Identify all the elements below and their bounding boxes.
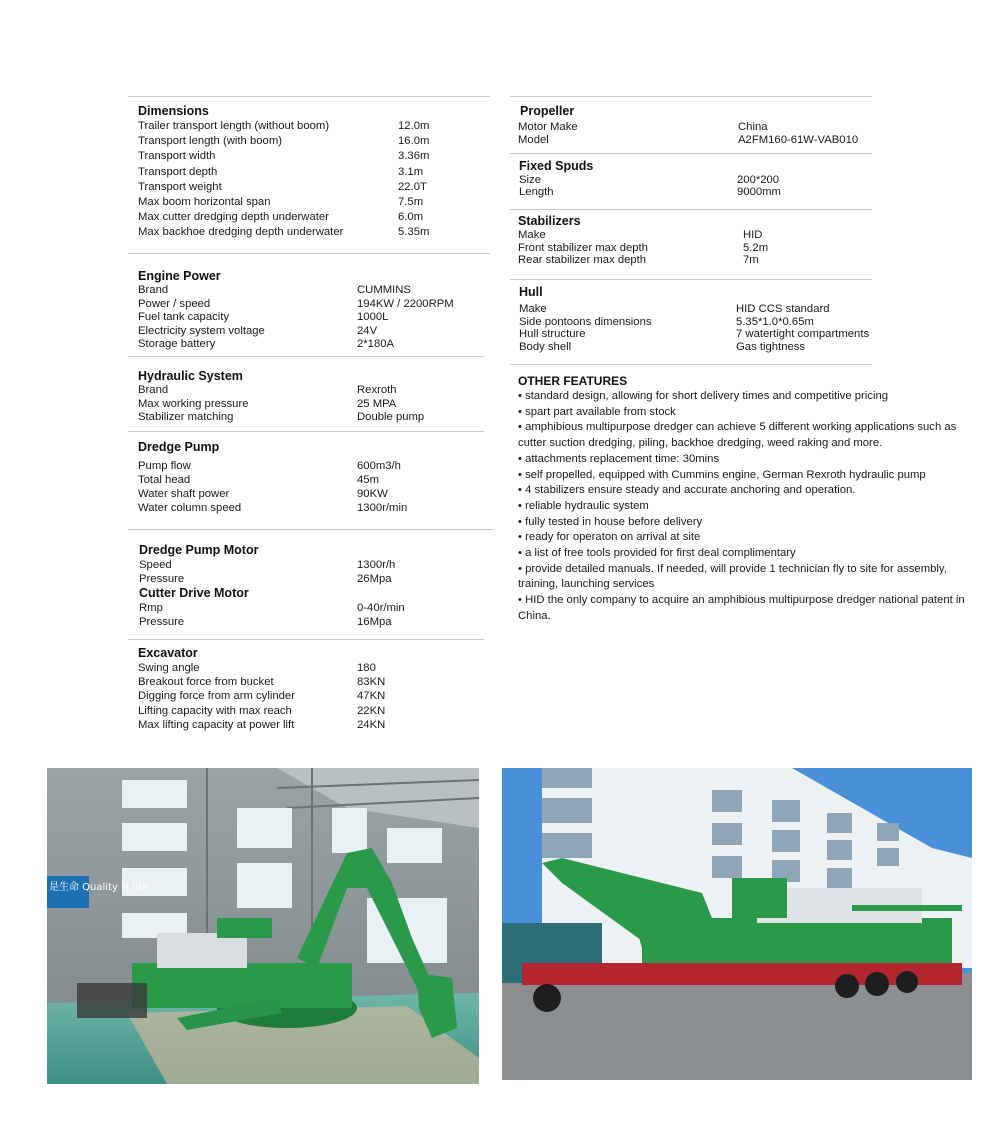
spec-row <box>138 165 488 180</box>
spec-row <box>138 149 488 164</box>
spec-label: Size <box>519 174 541 186</box>
dredger-factory-image <box>47 768 479 1084</box>
spec-label: Pressure <box>139 616 185 628</box>
spec-value: 1300r/min <box>357 502 408 514</box>
spec-value: 0-40r/min <box>357 602 405 614</box>
factory-photo <box>47 768 479 1084</box>
spec-row <box>139 558 489 572</box>
spec-label: Power / speed <box>138 297 211 310</box>
spec-value: 180 <box>357 662 376 674</box>
stabilizers-section <box>518 214 868 267</box>
divider <box>128 639 484 640</box>
spec-row <box>519 328 869 341</box>
spec-row <box>138 718 488 732</box>
feature-item: • HID the only company to acquire an amphibious multipurpose dredger national patent in China. <box>518 594 965 622</box>
feature-item: • a list of free tools provided for first deal complimentary <box>518 547 796 560</box>
spec-row <box>138 398 488 412</box>
divider <box>510 153 872 154</box>
feature-item: • fully tested in house before delivery <box>518 515 703 528</box>
spec-value: 16Mpa <box>357 616 392 628</box>
spec-value: 194KW / 2200RPM <box>357 297 454 310</box>
spec-row <box>138 487 488 501</box>
spec-label: Body shell <box>519 340 572 353</box>
pump-section <box>138 440 488 515</box>
divider <box>510 96 872 97</box>
spec-label: Trailer transport length (without boom) <box>138 120 330 132</box>
spec-row <box>138 411 488 425</box>
dimensions-title: Dimensions <box>138 104 209 118</box>
feature-item: • standard design, allowing for short delivery times and competitive pricing <box>518 390 889 402</box>
spec-row <box>138 473 488 487</box>
hydraulic-section <box>138 369 488 425</box>
spec-label: Digging force from arm cylinder <box>138 690 295 703</box>
spec-value: 47KN <box>357 690 386 703</box>
spec-row <box>520 134 870 147</box>
spec-value: 5.2m <box>743 241 769 254</box>
spec-value: 1000L <box>357 311 389 323</box>
spec-row <box>519 174 869 186</box>
spec-value: 7 watertight compartments <box>736 328 870 341</box>
spec-row <box>138 225 488 240</box>
divider <box>128 529 494 530</box>
spec-value: 9000mm <box>737 186 781 198</box>
spec-label: Rear stabilizer max depth <box>518 254 647 266</box>
hull-section <box>519 285 869 353</box>
spec-label: Front stabilizer max depth <box>518 241 648 254</box>
feature-item: • ready for operaton on arrival at site <box>518 531 701 544</box>
propeller-title: Propeller <box>520 104 575 118</box>
spec-row <box>138 195 488 210</box>
propeller-section <box>520 104 870 147</box>
feature-item: • reliable hydraulic system <box>518 499 649 512</box>
spec-label: Speed <box>139 559 172 571</box>
spec-value: 25 MPA <box>357 397 397 410</box>
spec-label: Pressure <box>139 573 185 585</box>
spec-value: 6.0m <box>398 211 424 224</box>
stabilizers-rows <box>518 229 868 267</box>
divider <box>128 431 484 432</box>
spec-value: 5.35*1.0*0.65m <box>736 315 814 328</box>
spec-row <box>138 180 488 195</box>
divider <box>510 209 872 210</box>
spec-row <box>519 303 869 316</box>
transport-photo <box>502 768 972 1080</box>
divider <box>128 253 490 254</box>
engine-section <box>138 269 488 352</box>
spec-value: 5.35m <box>398 226 430 239</box>
spec-row <box>138 311 488 325</box>
spec-label: Make <box>518 229 546 241</box>
spec-value: Double pump <box>357 411 425 423</box>
spec-value: Rexroth <box>357 384 397 396</box>
spec-row <box>519 186 869 198</box>
hull-title: Hull <box>519 285 543 299</box>
spec-label: Model <box>518 134 549 146</box>
spec-label: Hull structure <box>519 328 586 341</box>
spec-value: China <box>738 121 768 133</box>
divider <box>128 96 490 97</box>
spec-label: Max working pressure <box>138 397 249 410</box>
spec-label: Rmp <box>139 602 163 614</box>
spec-value: 200*200 <box>737 174 780 186</box>
spec-row <box>139 572 489 586</box>
spec-value: 24KN <box>357 718 386 731</box>
pump-motor-title: Dredge Pump Motor <box>139 543 259 557</box>
propeller-rows <box>520 121 870 147</box>
spec-value: A2FM160-61W-VAB010 <box>738 134 859 146</box>
spec-row <box>138 298 488 312</box>
spec-label: Transport width <box>138 150 216 163</box>
spec-value: 26Mpa <box>357 573 392 585</box>
spec-row <box>138 675 488 689</box>
spec-label: Pump flow <box>138 460 191 472</box>
spec-value: 7.5m <box>398 195 424 208</box>
spec-value: 3.36m <box>398 150 430 163</box>
spec-label: Stabilizer matching <box>138 411 234 423</box>
spec-value: 83KN <box>357 676 386 689</box>
spec-value: 22.0T <box>398 180 427 193</box>
spec-label: Brand <box>138 284 169 296</box>
dimensions-rows <box>138 119 488 241</box>
spec-value: 45m <box>357 474 379 486</box>
other-features <box>518 374 968 625</box>
hull-rows <box>519 303 869 353</box>
spec-row <box>138 704 488 718</box>
divider <box>510 279 872 280</box>
spec-label: Make <box>519 303 547 315</box>
spec-row <box>138 134 488 149</box>
spec-label: Motor Make <box>518 121 578 133</box>
pump-motor-section <box>139 543 489 629</box>
spec-row <box>138 338 488 352</box>
spec-value: 600m3/h <box>357 460 401 472</box>
spec-label: Max boom horizontal span <box>138 195 271 208</box>
dimensions-section <box>138 104 488 241</box>
features-title: OTHER FEATURES <box>518 374 628 388</box>
cutter-motor-title: Cutter Drive Motor <box>139 586 249 600</box>
spec-label: Water column speed <box>138 502 242 514</box>
spec-label: Brand <box>138 384 169 396</box>
spec-row <box>138 119 488 134</box>
spec-label: Transport weight <box>138 180 222 193</box>
spec-row <box>518 242 868 255</box>
spec-label: Side pontoons dimensions <box>519 315 652 328</box>
dredger-on-trailer-image <box>502 768 972 1080</box>
stabilizers-title: Stabilizers <box>518 214 581 228</box>
spec-row <box>518 229 868 242</box>
excavator-title: Excavator <box>138 646 198 660</box>
spec-row <box>139 615 489 629</box>
spec-row <box>138 210 488 225</box>
spec-row <box>518 254 868 267</box>
spec-label: Swing angle <box>138 662 200 674</box>
spec-row <box>138 325 488 339</box>
feature-item: • provide detailed manuals. If needed, will provide 1 technician fly to site for assembly, training, launching services <box>518 562 947 591</box>
spec-label: Breakout force from bucket <box>138 676 274 689</box>
spec-value: CUMMINS <box>357 284 411 296</box>
spec-value: 22KN <box>357 704 386 717</box>
feature-item: • 4 stabilizers ensure steady and accurate anchoring and operation. <box>518 484 856 497</box>
spec-value: 1300r/h <box>357 559 396 571</box>
spec-row <box>138 459 488 473</box>
spec-value: 7m <box>743 254 759 266</box>
pump-rows <box>138 459 488 515</box>
spec-value: 2*180A <box>357 338 395 350</box>
spuds-rows <box>519 174 869 198</box>
spec-row <box>519 341 869 354</box>
spec-row <box>138 689 488 703</box>
divider <box>128 356 484 357</box>
spec-label: Max lifting capacity at power lift <box>138 718 295 731</box>
spec-row <box>138 661 488 675</box>
spec-label: Transport depth <box>138 165 218 178</box>
spec-label: Electricity system voltage <box>138 324 265 337</box>
spec-value: 16.0m <box>398 135 430 148</box>
spuds-title: Fixed Spuds <box>519 159 594 173</box>
spec-label: Max backhoe dredging depth underwater <box>138 226 344 239</box>
spec-row <box>138 284 488 298</box>
spec-row <box>138 384 488 398</box>
spec-value: 90KW <box>357 488 388 500</box>
spec-row <box>139 601 489 615</box>
spec-label: Water shaft power <box>138 488 230 500</box>
spec-label: Max cutter dredging depth underwater <box>138 211 329 224</box>
excavator-rows <box>138 661 488 732</box>
spec-label: Lifting capacity with max reach <box>138 704 292 717</box>
features-list <box>518 389 968 625</box>
spec-label: Fuel tank capacity <box>138 311 230 323</box>
spec-value: HID CCS standard <box>736 303 830 315</box>
cutter-motor-rows <box>139 601 489 629</box>
spec-value: 3.1m <box>398 165 424 178</box>
engine-title: Engine Power <box>138 269 221 283</box>
spec-value: HID <box>743 229 763 241</box>
hydraulic-rows <box>138 384 488 425</box>
spec-row <box>519 316 869 329</box>
feature-item: • amphibious multipurpose dredger can achieve 5 different working applications such as cutter suction dredging, piling, backhoe dredging, weed raking and more. <box>518 421 957 450</box>
hydraulic-title: Hydraulic System <box>138 369 243 383</box>
pump-title: Dredge Pump <box>138 440 220 454</box>
feature-item: • attachments replacement time: 30mins <box>518 452 720 465</box>
divider <box>510 364 872 365</box>
factory-sign-text: 是生命 Quality is life <box>49 882 148 893</box>
spec-value: 12.0m <box>398 120 430 132</box>
excavator-section <box>138 646 488 732</box>
feature-item: • spart part available from stock <box>518 405 676 418</box>
spec-value: 24V <box>357 324 378 337</box>
spec-label: Length <box>519 186 554 198</box>
spec-label: Transport length (with boom) <box>138 135 282 148</box>
spuds-section <box>519 159 869 198</box>
spec-row <box>520 121 870 134</box>
feature-item: • self propelled, equipped with Cummins engine, German Rexroth hydraulic pump <box>518 468 926 481</box>
engine-rows <box>138 284 488 352</box>
spec-value: Gas tightness <box>736 340 806 353</box>
spec-row <box>138 501 488 515</box>
spec-label: Storage battery <box>138 338 216 350</box>
spec-label: Total head <box>138 474 191 486</box>
pump-motor-rows <box>139 558 489 586</box>
